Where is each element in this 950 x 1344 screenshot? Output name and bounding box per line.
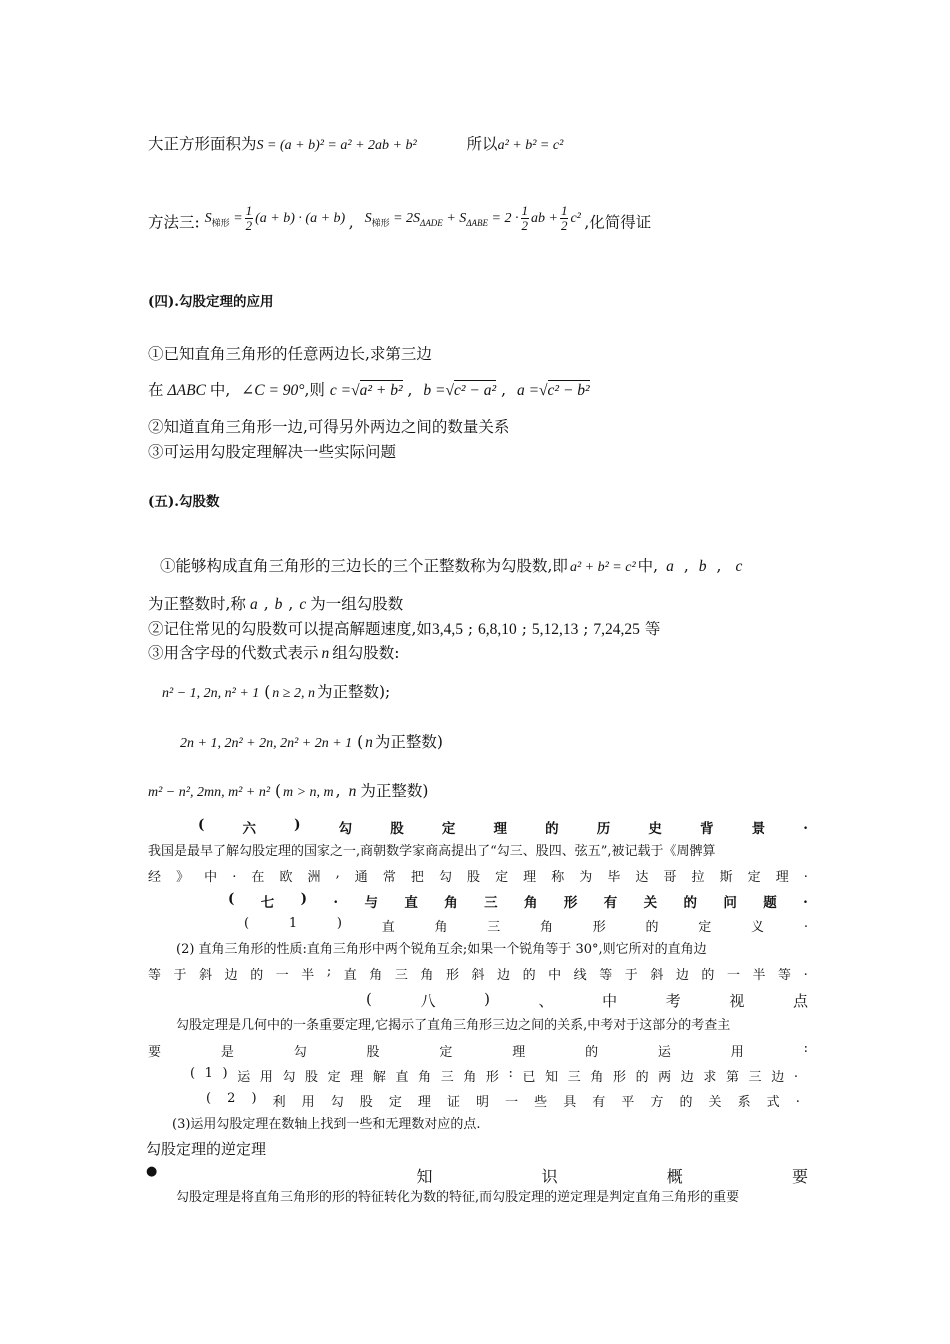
h7-c6: 角 [444, 895, 458, 911]
sec5-item1-line2: 为正整数时,称 a , b , c 为一组勾股数 [148, 595, 404, 613]
i72-c11: 角 [420, 968, 434, 983]
i72-c25: 等 [778, 968, 792, 983]
i71-c7: 形 [592, 920, 606, 935]
h7-c7: 三 [484, 895, 498, 911]
sec5-l2-pre: 为正整数时,称 [148, 595, 246, 613]
p8-c4: 定 [439, 1045, 453, 1060]
i81-c27: 边 [771, 1070, 785, 1085]
so-label: 所以 [466, 135, 498, 153]
p6-c18: 达 [635, 870, 649, 885]
i81-c14: 形 [485, 1070, 499, 1085]
h6-c8: 历 [596, 821, 611, 837]
sum-c1: 识 [541, 1167, 558, 1186]
c-radicand: a² + b² [359, 382, 403, 399]
i72-c18: 等 [599, 968, 613, 983]
formula-2: 2n + 1, 2n² + 2n, 2n² + 2n + 1 ( n 为正整数) [180, 733, 443, 751]
trap-sub-2: 梯形 [371, 217, 390, 228]
i81-c2: ) [222, 1066, 228, 1081]
var-c-2: c [299, 596, 307, 613]
var-b-2: b [274, 596, 283, 613]
p6-c15: 称 [551, 870, 565, 885]
p8-c7: 运 [657, 1045, 671, 1060]
sec5-heading: (五).勾股数 [148, 494, 220, 510]
sec8-item2 [206, 1091, 800, 1110]
i81-c3: 运 [237, 1070, 251, 1085]
p6-c4: 在 [251, 870, 265, 885]
h8-c4: 中 [602, 992, 618, 1010]
i81-c9: 解 [372, 1070, 386, 1085]
p8-c1: 是 [220, 1045, 234, 1060]
p6-c22: 定 [747, 870, 761, 885]
i81-c16: 已 [522, 1070, 536, 1085]
i82-c0: ( [206, 1091, 212, 1106]
i72-c17: 线 [573, 968, 587, 983]
p6-c6: 洲 [307, 870, 321, 885]
i82-c1: 2 [227, 1091, 236, 1106]
p8-c0: 要 [148, 1045, 162, 1060]
h6-c6: 理 [493, 821, 508, 837]
i72-c22: 的 [701, 968, 715, 983]
i72-c20: 斜 [650, 968, 664, 983]
h7-c15: . [803, 891, 808, 907]
p6-c2: 中 [204, 870, 218, 885]
h7-c9: 形 [563, 895, 578, 911]
sec5-item2: ②记住常见的勾股数可以提高解题速度,如3,4,5 ; 6,8,10 ; 5,12,13 ; 7,24,25 等 [148, 620, 661, 638]
method3-line: 方法三: $S_{梯形}$ = $\frac{1}{2}$ (a + b) · (a + b) , $S_{梯形} = 2S_{\Delta ADE} + S_{\Delta ABE} = 2$ · $\frac{1}{2}$ ab + $\frac{1}{2}$ c² ,化简得证 [148, 203, 652, 233]
frac-den-2: 2 [521, 218, 528, 233]
i81-c23: 边 [680, 1070, 694, 1085]
sec6-heading [198, 817, 808, 837]
ab-term: ab + [531, 210, 558, 226]
sec7-item1 [244, 916, 808, 935]
sec5-item2-text: ②记住常见的勾股数可以提高解题速度,如 [148, 620, 432, 638]
h6-c3: 勾 [338, 821, 353, 837]
sec5-item2-tail: 等 [644, 620, 661, 638]
h6-c0: ( [198, 817, 205, 833]
var-a-2: a [249, 596, 258, 613]
converse-summary-line [146, 1164, 808, 1187]
i82-c17: 的 [679, 1095, 693, 1110]
i82-c18: 关 [708, 1095, 722, 1110]
i82-c19: 系 [737, 1095, 751, 1110]
i72-c15: 的 [522, 968, 536, 983]
i72-c7: ; [326, 964, 332, 979]
h7-c5: 直 [404, 895, 418, 911]
i81-c12: 三 [440, 1070, 454, 1085]
trap-formula-2: $S_{梯形} = 2S_{\Delta ADE} + S_{\Delta ABE} = 2$ · $\frac{1}{2}$ ab + $\frac{1}{2}$ c² [364, 203, 581, 233]
triangle-abc: ΔABC [167, 382, 206, 399]
i82-c6: 股 [359, 1095, 373, 1110]
b-radicand: c² − a² [454, 382, 497, 399]
h8-c0: ( [366, 990, 372, 1008]
h7-c1: 七 [260, 895, 275, 911]
converse-p1: 勾股定理是将直角三角形的形的特征转化为数的特征,而勾股定理的逆定理是判定直角三角形的重要 [176, 1190, 740, 1205]
i71-c9: 定 [698, 920, 712, 935]
sec6-p2 [148, 866, 808, 885]
sub-ade: ΔADE [420, 217, 443, 228]
i81-c15: : [508, 1066, 513, 1081]
h6-c2: ) [294, 817, 301, 833]
formula-1-tail: 为正整数); [316, 683, 391, 701]
i81-c8: 理 [350, 1070, 364, 1085]
half-fraction-2 [521, 204, 530, 233]
triple-3: 5,12,13 [531, 621, 579, 638]
i72-c1: 于 [173, 968, 187, 983]
so-formula: a² + b² = c² [497, 138, 564, 153]
i71-c2: ) [336, 916, 342, 931]
i72-c8: 直 [343, 968, 357, 983]
p6-c11: 勾 [438, 870, 452, 885]
p6-c20: 拉 [691, 870, 705, 885]
c2-term: c² [570, 210, 581, 226]
formula-3-tail: 为正整数) [360, 782, 429, 800]
i81-c6: 股 [305, 1070, 319, 1085]
formula-3: m² − n², 2mn, m² + n² ( m > n, m , n 为正整数) [148, 782, 429, 800]
sec5-item1-text: ①能够构成直角三角形的三边长的三个正整数称为勾股数,即 [160, 557, 568, 575]
i72-c19: 于 [624, 968, 638, 983]
sec8-item1 [190, 1066, 798, 1085]
var-n: n [321, 645, 330, 662]
sec5-item3-tail: 组勾股数: [332, 644, 400, 662]
h7-c8: 角 [523, 895, 538, 911]
sec5-item1-tail: 中, [637, 557, 659, 575]
i81-c18: 三 [567, 1070, 581, 1085]
var-b: b [698, 558, 707, 575]
i72-c14: 边 [497, 968, 511, 983]
var-a: a [666, 558, 674, 575]
p6-c3: . [232, 866, 237, 881]
sec5-item3-text: ③用含字母的代数式表示 [148, 644, 319, 662]
p6-c0: 经 [148, 870, 162, 885]
i82-c11: 一 [505, 1095, 519, 1110]
i72-c21: 边 [675, 968, 689, 983]
angle-c: ∠C = 90° [241, 382, 305, 399]
formula-3-expr: m² − n², 2mn, m² + n² [148, 785, 271, 800]
i82-c20: 式 [766, 1095, 780, 1110]
sub-abe: ΔABE [466, 217, 489, 228]
formula-1: n² − 1, 2n, n² + 1 ( n ≥ 2, n 为正整数); [162, 683, 391, 701]
sec4-heading: (四).勾股定理的应用 [148, 294, 274, 310]
p6-c17: 毕 [607, 870, 621, 885]
frac-num-2: 1 [521, 203, 528, 218]
bullet-icon: ● [146, 1164, 158, 1179]
p8-c5: 理 [512, 1045, 526, 1060]
i72-c12: 形 [445, 968, 459, 983]
i82-c4: 用 [301, 1095, 315, 1110]
i71-c6: 角 [539, 920, 553, 935]
i72-c5: 一 [275, 968, 289, 983]
i81-c21: 的 [635, 1070, 649, 1085]
i81-c5: 勾 [282, 1070, 296, 1085]
i81-c0: ( [190, 1066, 196, 1081]
big-square-line [148, 134, 563, 156]
trap-tail: (a + b) · (a + b) [255, 210, 346, 226]
a-radicand: c² − b² [547, 382, 590, 399]
h6-c4: 股 [390, 821, 404, 837]
converse-title: 勾股定理的逆定理 [146, 1140, 267, 1158]
p8-c9: : [803, 1041, 808, 1056]
h6-c1: 六 [242, 821, 257, 837]
i81-c7: 定 [327, 1070, 341, 1085]
p6-c13: 定 [495, 870, 509, 885]
formula-1-cond: n ≥ 2, n [272, 686, 315, 701]
h7-c3: . [333, 891, 339, 907]
formula-3-n: n [348, 783, 357, 800]
i82-c14: 有 [592, 1095, 606, 1110]
i82-c8: 理 [417, 1095, 431, 1110]
i72-c2: 斜 [199, 968, 213, 983]
i72-c24: 半 [752, 968, 766, 983]
sec4-item1: ①已知直角三角形的任意两边长,求第三边 [148, 345, 432, 363]
h8-c3: 、 [538, 992, 554, 1010]
formula-1-expr: n² − 1, 2n, n² + 1 [162, 686, 260, 701]
i71-c1: 1 [288, 916, 298, 931]
trap-formula-1: $S_{梯形}$ = $\frac{1}{2}$ (a + b) · (a + b) [204, 203, 346, 233]
sum-c0: 知 [416, 1167, 433, 1186]
p8-c3: 股 [366, 1045, 380, 1060]
h7-c14: 题 [763, 895, 777, 911]
formula-2-tail: 为正整数) [374, 733, 443, 751]
h6-c12: . [803, 817, 808, 833]
i72-c6: 半 [301, 968, 315, 983]
i82-c10: 明 [476, 1095, 490, 1110]
sec7-item2-line2 [148, 964, 808, 983]
i72-c9: 角 [369, 968, 383, 983]
h7-c4: 与 [364, 895, 378, 911]
triple-1: 3,4,5 [431, 621, 463, 638]
a-eq: a = [516, 382, 540, 399]
frac-num-3: 1 [560, 203, 568, 218]
formula-3-cond: m > n, m [283, 785, 334, 800]
p6-c1: 》 [176, 870, 190, 885]
p6-c23: 理 [775, 870, 789, 885]
i81-c17: 知 [545, 1070, 559, 1085]
i82-c9: 证 [446, 1095, 460, 1110]
p6-c7: , [335, 866, 340, 881]
sec5-item1: ①能够构成直角三角形的三边长的三个正整数称为勾股数,即 a² + b² = c² 中, a , b , c [160, 557, 743, 575]
i81-c1: 1 [204, 1066, 213, 1081]
h8-c6: 视 [729, 992, 745, 1010]
i72-c23: 一 [726, 968, 740, 983]
sec4-item2: ②知道直角三角形一边,可得另外两边之间的数量关系 [148, 418, 510, 436]
big-square-formula: S = (a + b)² = a² + 2ab + b² [256, 138, 417, 153]
sec8-p2 [148, 1041, 808, 1060]
i72-c26: . [803, 964, 808, 979]
conclude-text: ,化简得证 [584, 213, 652, 232]
b-eq: b = [423, 382, 446, 399]
i72-c13: 斜 [471, 968, 485, 983]
p6-c9: 常 [382, 870, 396, 885]
sec7-item2: (2) 直角三角形的性质:直角三角形中两个锐角互余;如果一个锐角等于 30°,则它所对的直角边 [176, 942, 707, 957]
h7-c11: 关 [643, 895, 658, 911]
i71-c8: 的 [645, 920, 659, 935]
half-fraction-1 [245, 204, 254, 233]
i81-c24: 求 [703, 1070, 717, 1085]
sec8-heading [366, 990, 808, 1011]
i82-c7: 定 [388, 1095, 402, 1110]
h7-c13: 问 [723, 895, 737, 911]
i82-c21: . [795, 1091, 800, 1106]
sec4-formula-line: 在 ΔABC 中, ∠C = 90°,则 c =√a² + b² , b =√c² − a² , a =√c² − b² [148, 381, 590, 399]
sum-c3: 要 [791, 1167, 808, 1186]
big-square-label: 大正方形面积为 [148, 135, 257, 153]
h7-c0: ( [228, 891, 235, 907]
i71-c11: . [803, 916, 808, 931]
formula-2-expr: 2n + 1, 2n² + 2n, 2n² + 2n + 1 [180, 736, 353, 751]
sec5-item3 [148, 643, 400, 664]
i82-c12: 些 [534, 1095, 548, 1110]
trap-mid: = 2S [393, 210, 421, 226]
h7-c2: ) [300, 891, 308, 907]
triple-4: 7,24,25 [593, 621, 640, 638]
i71-c5: 三 [487, 920, 501, 935]
sum-c2: 概 [666, 1167, 683, 1186]
h7-c12: 的 [683, 895, 697, 911]
p6-c24: . [803, 866, 808, 881]
sec8-item3: (3)运用勾股定理在数轴上找到一些和无理数对应的点. [172, 1117, 481, 1132]
i82-c2: ) [251, 1091, 257, 1106]
sec5-item1-formula: a² + b² = c² [569, 560, 636, 575]
i72-c10: 三 [394, 968, 408, 983]
c-eq: c = [329, 382, 352, 399]
p8-c2: 勾 [293, 1045, 307, 1060]
p6-c14: 理 [523, 870, 537, 885]
i72-c16: 中 [548, 968, 562, 983]
frac-den-3: 2 [560, 218, 568, 233]
i81-c28: . [793, 1066, 798, 1081]
i71-c4: 角 [434, 920, 448, 935]
trap-eq: = 2 · [491, 210, 519, 226]
trap-sub-1: 梯形 [211, 217, 230, 228]
i71-c10: 义 [751, 920, 765, 935]
var-c: c [735, 558, 743, 575]
i71-c0: ( [244, 916, 250, 931]
h7-c10: 有 [603, 895, 618, 911]
p6-c12: 股 [467, 870, 481, 885]
sec6-p1: 我国是最早了解勾股定理的国家之一,商朝数学家商高提出了“勾三、股四、弦五”,被记载于《周髀算 [148, 844, 716, 859]
i81-c25: 第 [726, 1070, 740, 1085]
i82-c5: 勾 [330, 1095, 344, 1110]
p6-c5: 欧 [279, 870, 293, 885]
formula-2-n: n [365, 734, 373, 751]
i81-c22: 两 [658, 1070, 672, 1085]
half-fraction-3 [560, 204, 569, 233]
h8-c7: 点 [792, 992, 808, 1010]
sec8-p1: 勾股定理是几何中的一条重要定理,它揭示了直角三角形三边之间的关系,中考对于这部分的考查主 [176, 1018, 731, 1033]
i71-c3: 直 [381, 920, 395, 935]
h8-c1: 八 [420, 992, 436, 1010]
method3-label: 方法三: [148, 213, 200, 232]
triple-2: 6,8,10 [478, 621, 517, 638]
h6-c9: 史 [648, 821, 662, 837]
sec4-item3: ③可运用勾股定理解决一些实际问题 [148, 443, 397, 461]
p8-c6: 的 [585, 1045, 599, 1060]
p6-c19: 哥 [663, 870, 677, 885]
h8-c5: 考 [665, 992, 681, 1010]
i81-c26: 三 [748, 1070, 762, 1085]
i82-c13: 具 [563, 1095, 577, 1110]
h8-c2: ) [484, 990, 490, 1008]
mid-label: 中, [209, 381, 231, 399]
i81-c20: 形 [612, 1070, 626, 1085]
then-label: ,则 [304, 381, 325, 399]
in-label: 在 [148, 381, 164, 399]
i81-c4: 用 [259, 1070, 273, 1085]
i72-c0: 等 [148, 968, 162, 983]
p6-c21: 斯 [719, 870, 733, 885]
i82-c15: 平 [621, 1095, 635, 1110]
i82-c3: 利 [272, 1095, 286, 1110]
sec7-heading [228, 891, 808, 911]
i72-c4: 的 [250, 968, 264, 983]
p6-c8: 通 [354, 870, 368, 885]
i72-c3: 边 [224, 968, 238, 983]
h6-c7: 的 [545, 821, 559, 837]
h6-c11: 景 [751, 821, 766, 837]
frac-num: 1 [245, 203, 253, 218]
h6-c5: 定 [441, 821, 456, 837]
h6-c10: 背 [700, 821, 714, 837]
i81-c10: 直 [395, 1070, 409, 1085]
p6-c10: 把 [410, 870, 424, 885]
i82-c16: 方 [650, 1095, 664, 1110]
i81-c11: 角 [418, 1070, 432, 1085]
sec5-l2-post: 为一组勾股数 [310, 595, 404, 613]
i81-c19: 角 [590, 1070, 604, 1085]
i81-c13: 角 [463, 1070, 477, 1085]
p8-c8: 用 [730, 1045, 744, 1060]
frac-den: 2 [245, 218, 253, 233]
p6-c16: 为 [579, 870, 593, 885]
